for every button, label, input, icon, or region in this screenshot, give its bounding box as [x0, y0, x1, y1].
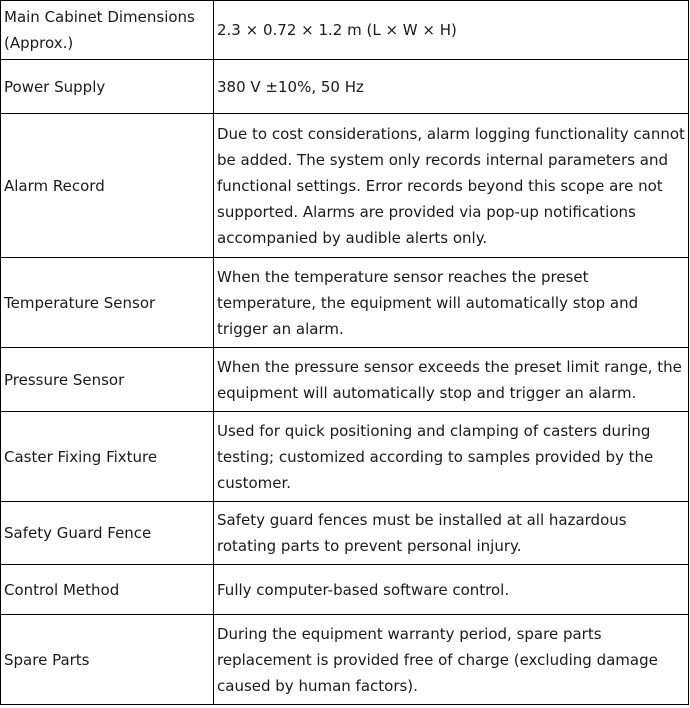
- table-row: [1, 60, 689, 114]
- table-row: [1, 348, 689, 412]
- table-row: [1, 1, 689, 60]
- row-value: 380 V ±10%, 50 Hz: [214, 60, 689, 114]
- row-value: During the equipment warranty period, spare parts replacement is provided free of charge (excluding damage caused by human factors).: [214, 615, 689, 705]
- row-label: Temperature Sensor: [1, 258, 214, 348]
- row-label: Caster Fixing Fixture: [1, 412, 214, 502]
- table-row: [1, 412, 689, 502]
- row-label: Main Cabinet Dimensions (Approx.): [1, 1, 214, 60]
- table-row: [1, 114, 689, 258]
- row-value: Used for quick positioning and clamping of casters during testing; customized according to samples provided by the customer.: [214, 412, 689, 502]
- row-value: When the pressure sensor exceeds the preset limit range, the equipment will automatically stop and trigger an alarm.: [214, 348, 689, 412]
- row-value: 2.3 × 0.72 × 1.2 m (L × W × H): [214, 1, 689, 60]
- row-value: When the temperature sensor reaches the preset temperature, the equipment will automatically stop and trigger an alarm.: [214, 258, 689, 348]
- table-row: [1, 565, 689, 615]
- row-value: Fully computer-based software control.: [214, 565, 689, 615]
- row-label: Power Supply: [1, 60, 214, 114]
- row-label: Safety Guard Fence: [1, 502, 214, 565]
- row-label: Spare Parts: [1, 615, 214, 705]
- row-label: Alarm Record: [1, 114, 214, 258]
- row-value: Due to cost considerations, alarm logging functionality cannot be added. The system only records internal parameters and functional settings. Error records beyond this scope are not supported. Alarms are provided via pop-up notifications accompanied by audible alerts only.: [214, 114, 689, 258]
- row-label: Control Method: [1, 565, 214, 615]
- row-label: Pressure Sensor: [1, 348, 214, 412]
- table-row: [1, 615, 689, 705]
- row-value: Safety guard fences must be installed at all hazardous rotating parts to prevent personal injury.: [214, 502, 689, 565]
- table-row: [1, 502, 689, 565]
- table-row: [1, 258, 689, 348]
